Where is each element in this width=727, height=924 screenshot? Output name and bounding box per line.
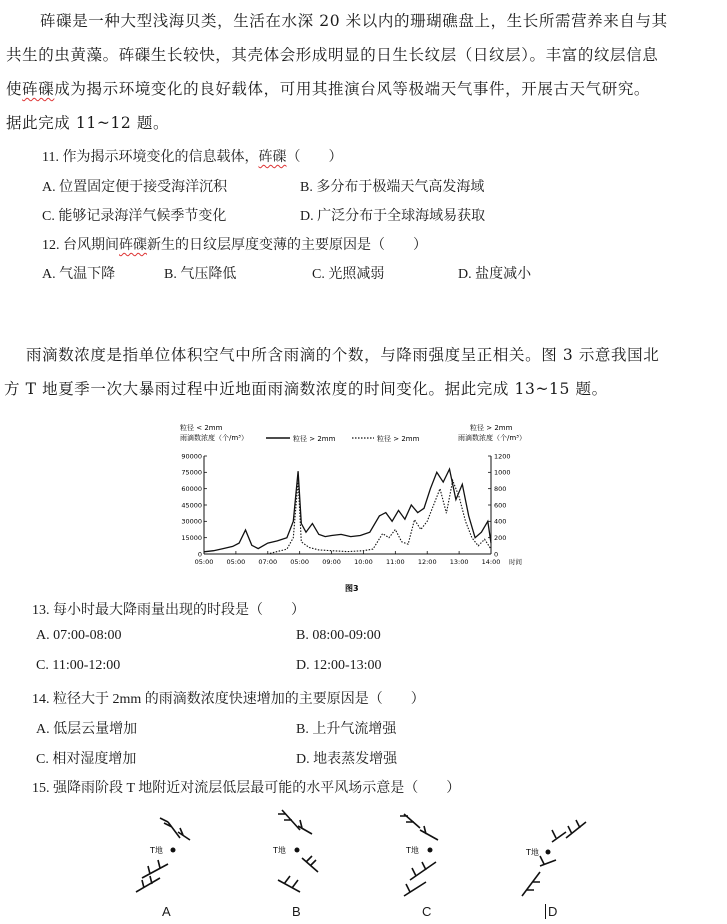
passage2-line2: 方 T 地夏季一次大暴雨过程中近地面雨滴数浓度的时间变化。据此完成 13~15 题。	[4, 380, 608, 398]
q14-option-b: B. 上升气流增强	[296, 722, 397, 737]
wind-barb-icon	[160, 818, 180, 838]
q11-stem: 11. 作为揭示环境变化的信息载体，砗磲（ ）	[42, 150, 343, 165]
x-tick-label: 14:00	[481, 558, 501, 566]
q13-option-a: A. 07:00-08:00	[36, 628, 122, 643]
wind-barb-icon	[278, 876, 300, 892]
q14-option-d: D. 地表蒸发增强	[296, 752, 398, 767]
chart-axes	[181, 452, 522, 566]
station-label: T地	[526, 848, 539, 857]
wind-option-d-label: D	[545, 904, 557, 919]
x-axis-label: 时间	[509, 558, 522, 566]
wind-barb-icon	[178, 828, 190, 840]
right-tick-label: 800	[494, 484, 507, 493]
wind-field-diagrams	[0, 800, 727, 924]
q12-option-c: C. 光照减弱	[312, 267, 385, 282]
station-dot	[171, 848, 176, 853]
wind-barb-icon	[404, 882, 426, 896]
x-tick-label: 05:00	[194, 558, 214, 566]
q11-option-c: C. 能够记录海洋气候季节变化	[42, 209, 227, 224]
wind-barb-icon	[420, 826, 438, 840]
chart-caption: 图3	[345, 584, 359, 593]
wind-barb-icon	[136, 876, 160, 892]
right-axis-title-2: 雨滴数浓度（个/m³）	[458, 434, 526, 442]
left-axis-title-1: 粒径 < 2mm	[180, 424, 223, 432]
wind-barb-icon	[566, 820, 586, 838]
q13-option-b: B. 08:00-09:00	[296, 628, 381, 643]
x-tick-label: 13:00	[449, 558, 469, 566]
right-tick-label: 0	[494, 550, 499, 559]
station-dot	[295, 848, 300, 853]
wind-field-d	[522, 820, 586, 896]
passage1-line2: 共生的虫黄藻。砗磲生长较快，其壳体会形成明显的日生长纹层（日纹层）。丰富的纹层信息	[6, 46, 659, 64]
station-label: T地	[150, 846, 163, 855]
q14-stem: 14. 粒径大于 2mm 的雨滴数浓度快速增加的主要原因是（ ）	[32, 692, 425, 707]
legend-dotted-label: 粒径 > 2mm	[377, 435, 420, 443]
q14-option-a: A. 低层云量增加	[36, 722, 138, 737]
left-tick-label: 15000	[181, 533, 202, 542]
q11-option-d: D. 广泛分布于全球海域易获取	[300, 209, 486, 224]
station-label: T地	[406, 846, 419, 855]
chart-header	[180, 423, 526, 443]
q14-option-c: C. 相对湿度增加	[36, 752, 137, 767]
wind-barb-icon	[552, 830, 566, 842]
wind-barb-icon	[278, 810, 300, 830]
wind-barb-icon	[540, 856, 556, 866]
right-tick-label: 200	[494, 533, 507, 542]
left-tick-label: 75000	[181, 468, 202, 477]
wind-field-c	[400, 814, 438, 896]
x-tick-label: 12:00	[417, 558, 437, 566]
series-solid-line	[204, 469, 491, 552]
wind-barb-icon	[302, 856, 318, 872]
left-tick-label: 30000	[181, 517, 202, 526]
wind-barb-icon	[142, 860, 168, 878]
x-tick-label: 11:00	[385, 558, 405, 566]
q13-option-c: C. 11:00-12:00	[36, 658, 121, 673]
q13-option-d: D. 12:00-13:00	[296, 658, 382, 673]
right-tick-label: 1200	[494, 452, 511, 461]
wind-field-b	[272, 810, 318, 892]
wind-option-b-label: B	[292, 904, 301, 919]
left-tick-label: 90000	[181, 452, 202, 461]
right-tick-label: 400	[494, 517, 507, 526]
wind-barb-icon	[298, 820, 312, 834]
wind-option-a-label: A	[162, 904, 171, 919]
left-tick-label: 0	[197, 550, 202, 559]
q12-option-a: A. 气温下降	[42, 267, 116, 282]
wind-barb-icon	[522, 872, 540, 896]
left-tick-label: 45000	[181, 501, 202, 510]
x-tick-label: 05:00	[290, 558, 310, 566]
q12-option-d: D. 盐度减小	[458, 267, 532, 282]
right-tick-label: 600	[494, 501, 507, 510]
right-tick-label: 1000	[494, 468, 511, 477]
q13-stem: 13. 每小时最大降雨量出现的时段是（ ）	[32, 603, 305, 618]
station-dot	[428, 848, 433, 853]
wind-field-a	[136, 818, 190, 892]
q11-option-a: A. 位置固定便于接受海洋沉积	[42, 180, 228, 195]
left-axis-title-2: 雨滴数浓度（个/m³）	[180, 434, 248, 442]
wind-barb-icon	[410, 862, 436, 880]
q11-option-b: B. 多分布于极端天气高发海域	[300, 180, 485, 195]
x-tick-label: 05:00	[226, 558, 246, 566]
q12-stem: 12. 台风期间砗磲新生的日纹层厚度变薄的主要原因是（ ）	[42, 238, 427, 253]
station-dot	[546, 850, 551, 855]
x-tick-label: 10:00	[354, 558, 373, 566]
wind-option-c-label: C	[422, 904, 432, 919]
passage1-line3: 使砗磲成为揭示环境变化的良好载体，可用其推演台风等极端天气事件，开展古天气研究。	[6, 80, 651, 98]
q12-option-b: B. 气压降低	[164, 267, 237, 282]
rain-drop-chart	[180, 418, 540, 598]
passage1-line1: 砗磲是一种大型浅海贝类，生活在水深 20 米以内的珊瑚礁盘上，生长所需营养来自与其	[40, 12, 668, 30]
station-label: T地	[273, 846, 286, 855]
wind-barb-icon	[400, 814, 420, 828]
x-tick-label: 09:00	[322, 558, 341, 566]
legend-solid-label: 粒径 > 2mm	[293, 435, 336, 443]
x-tick-label: 07:00	[258, 558, 278, 566]
chart-series	[204, 469, 491, 554]
right-axis-title-1: 粒径 > 2mm	[470, 424, 513, 432]
left-tick-label: 60000	[181, 484, 202, 493]
passage2-line1: 雨滴数浓度是指单位体积空气中所含雨滴的个数，与降雨强度呈正相关。图 3 示意我国北	[26, 346, 660, 364]
series-dotted-line	[204, 481, 491, 555]
passage1-line4: 据此完成 11~12 题。	[6, 114, 170, 132]
q15-stem: 15. 强降雨阶段 T 地附近对流层低层最可能的水平风场示意是（ ）	[32, 781, 461, 796]
